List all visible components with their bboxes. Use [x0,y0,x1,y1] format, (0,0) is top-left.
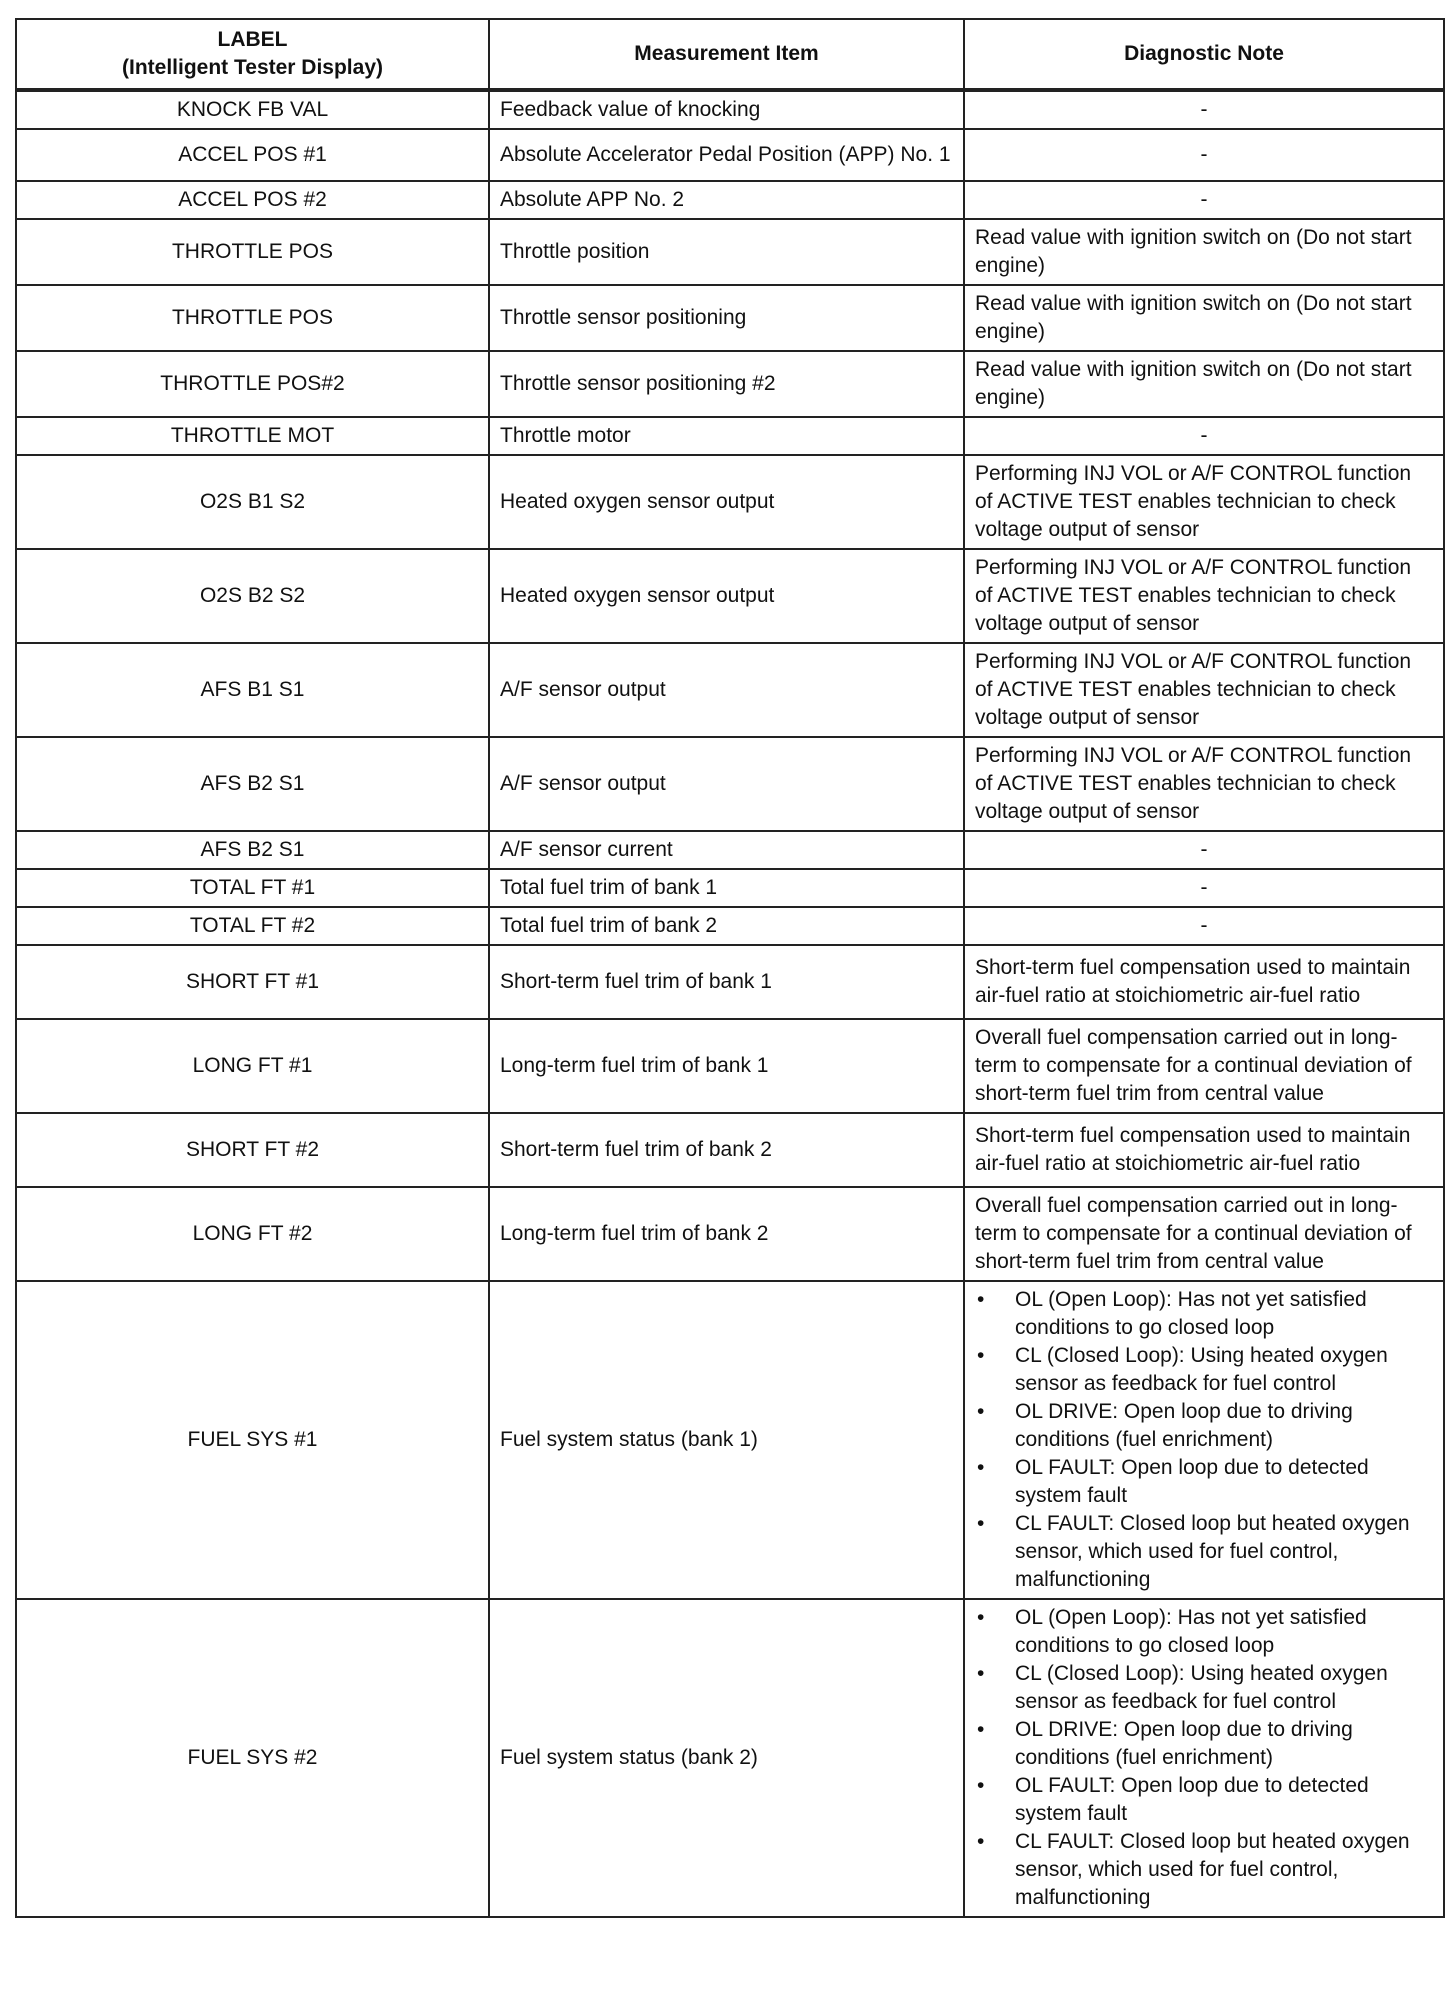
row-measurement-item: Absolute APP No. 2 [489,181,964,219]
status-bullet-item: • OL (Open Loop): Has not yet satisfied conditions to go closed loop [975,1604,1433,1660]
row-diagnostic-note: Performing INJ VOL or A/F CONTROL function of ACTIVE TEST enables technician to check voltage output of sensor [964,643,1444,737]
row-measurement-item: Long-term fuel trim of bank 1 [489,1019,964,1113]
table-row [16,1599,1444,1917]
status-bullet-item: • OL (Open Loop): Has not yet satisfied conditions to go closed loop [975,1286,1433,1342]
row-diagnostic-note: Short-term fuel compensation used to maintain air-fuel ratio at stoichiometric air-fuel ratio [964,945,1444,1019]
row-measurement-item: Throttle sensor positioning #2 [489,351,964,417]
row-diagnostic-note: Performing INJ VOL or A/F CONTROL function of ACTIVE TEST enables technician to check voltage output of sensor [964,737,1444,831]
table-row [16,945,1444,1019]
row-measurement-item: Fuel system status (bank 2) [489,1599,964,1917]
row-measurement-item: Total fuel trim of bank 2 [489,907,964,945]
row-label: AFS B2 S1 [16,737,489,831]
row-measurement-item: Throttle sensor positioning [489,285,964,351]
header-diagnostic-note: Diagnostic Note [964,19,1444,90]
row-label: THROTTLE POS [16,285,489,351]
table-row [16,90,1444,129]
table-row [16,417,1444,455]
row-label: THROTTLE POS#2 [16,351,489,417]
table-row [16,351,1444,417]
row-measurement-item: Short-term fuel trim of bank 2 [489,1113,964,1187]
row-label: LONG FT #1 [16,1019,489,1113]
row-diagnostic-note: - [964,90,1444,129]
row-measurement-item: Short-term fuel trim of bank 1 [489,945,964,1019]
status-bullet-item: • OL DRIVE: Open loop due to driving conditions (fuel enrichment) [975,1716,1433,1772]
header-label [16,19,489,90]
row-measurement-item: Feedback value of knocking [489,90,964,129]
status-bullet-list [975,1604,1433,1912]
row-diagnostic-note [964,1281,1444,1599]
row-measurement-item: Throttle motor [489,417,964,455]
row-measurement-item: Heated oxygen sensor output [489,455,964,549]
data-list-table [15,18,1445,1918]
row-measurement-item: A/F sensor current [489,831,964,869]
row-diagnostic-note: Short-term fuel compensation used to maintain air-fuel ratio at stoichiometric air-fuel ratio [964,1113,1444,1187]
row-label: LONG FT #2 [16,1187,489,1281]
row-diagnostic-note: - [964,907,1444,945]
row-label: ACCEL POS #1 [16,129,489,181]
status-bullet-item: • OL FAULT: Open loop due to detected system fault [975,1454,1433,1510]
status-bullet-item: • CL FAULT: Closed loop but heated oxygen sensor, which used for fuel control, malfunctioning [975,1828,1433,1912]
row-label: SHORT FT #1 [16,945,489,1019]
row-label: ACCEL POS #2 [16,181,489,219]
status-bullet-item: • CL FAULT: Closed loop but heated oxygen sensor, which used for fuel control, malfunctioning [975,1510,1433,1594]
status-bullet-item: • CL (Closed Loop): Using heated oxygen sensor as feedback for fuel control [975,1342,1433,1398]
header-label-line1: LABEL [217,28,288,51]
row-diagnostic-note: - [964,869,1444,907]
table-row [16,285,1444,351]
row-label: KNOCK FB VAL [16,90,489,129]
row-measurement-item: Long-term fuel trim of bank 2 [489,1187,964,1281]
row-measurement-item: Heated oxygen sensor output [489,549,964,643]
table-row [16,1019,1444,1113]
table-row [16,869,1444,907]
status-bullet-list [975,1286,1433,1594]
table-row [16,643,1444,737]
status-bullet-item: • OL DRIVE: Open loop due to driving conditions (fuel enrichment) [975,1398,1433,1454]
header-label-line2: (Intelligent Tester Display) [122,56,383,79]
table-row [16,1187,1444,1281]
row-label: O2S B2 S2 [16,549,489,643]
row-label: FUEL SYS #2 [16,1599,489,1917]
table-row [16,1113,1444,1187]
status-bullet-item: • OL FAULT: Open loop due to detected system fault [975,1772,1433,1828]
row-diagnostic-note: - [964,129,1444,181]
row-measurement-item: Fuel system status (bank 1) [489,1281,964,1599]
row-label: O2S B1 S2 [16,455,489,549]
row-label: FUEL SYS #1 [16,1281,489,1599]
row-diagnostic-note: - [964,181,1444,219]
row-diagnostic-note: Overall fuel compensation carried out in long-term to compensate for a continual deviation of short-term fuel trim from central value [964,1187,1444,1281]
table-row [16,455,1444,549]
table-row [16,831,1444,869]
row-diagnostic-note: Read value with ignition switch on (Do not start engine) [964,351,1444,417]
status-bullet-item: • CL (Closed Loop): Using heated oxygen sensor as feedback for fuel control [975,1660,1433,1716]
row-label: SHORT FT #2 [16,1113,489,1187]
table-row [16,219,1444,285]
row-diagnostic-note: Performing INJ VOL or A/F CONTROL function of ACTIVE TEST enables technician to check voltage output of sensor [964,549,1444,643]
row-label: THROTTLE POS [16,219,489,285]
table-body [16,90,1444,1917]
row-label: AFS B2 S1 [16,831,489,869]
row-measurement-item: Total fuel trim of bank 1 [489,869,964,907]
table-row [16,737,1444,831]
row-diagnostic-note: Performing INJ VOL or A/F CONTROL function of ACTIVE TEST enables technician to check voltage output of sensor [964,455,1444,549]
row-measurement-item: A/F sensor output [489,737,964,831]
row-diagnostic-note: Overall fuel compensation carried out in long-term to compensate for a continual deviation of short-term fuel trim from central value [964,1019,1444,1113]
table-row [16,129,1444,181]
header-measurement-item: Measurement Item [489,19,964,90]
row-label: TOTAL FT #1 [16,869,489,907]
row-measurement-item: A/F sensor output [489,643,964,737]
row-label: TOTAL FT #2 [16,907,489,945]
row-measurement-item: Throttle position [489,219,964,285]
table-row [16,907,1444,945]
row-label: AFS B1 S1 [16,643,489,737]
table-row [16,1281,1444,1599]
row-diagnostic-note: - [964,831,1444,869]
row-diagnostic-note: - [964,417,1444,455]
row-diagnostic-note: Read value with ignition switch on (Do not start engine) [964,219,1444,285]
row-measurement-item: Absolute Accelerator Pedal Position (APP) No. 1 [489,129,964,181]
row-diagnostic-note: Read value with ignition switch on (Do not start engine) [964,285,1444,351]
table-row [16,181,1444,219]
row-diagnostic-note [964,1599,1444,1917]
table-header-row [16,19,1444,90]
row-label: THROTTLE MOT [16,417,489,455]
table-row [16,549,1444,643]
